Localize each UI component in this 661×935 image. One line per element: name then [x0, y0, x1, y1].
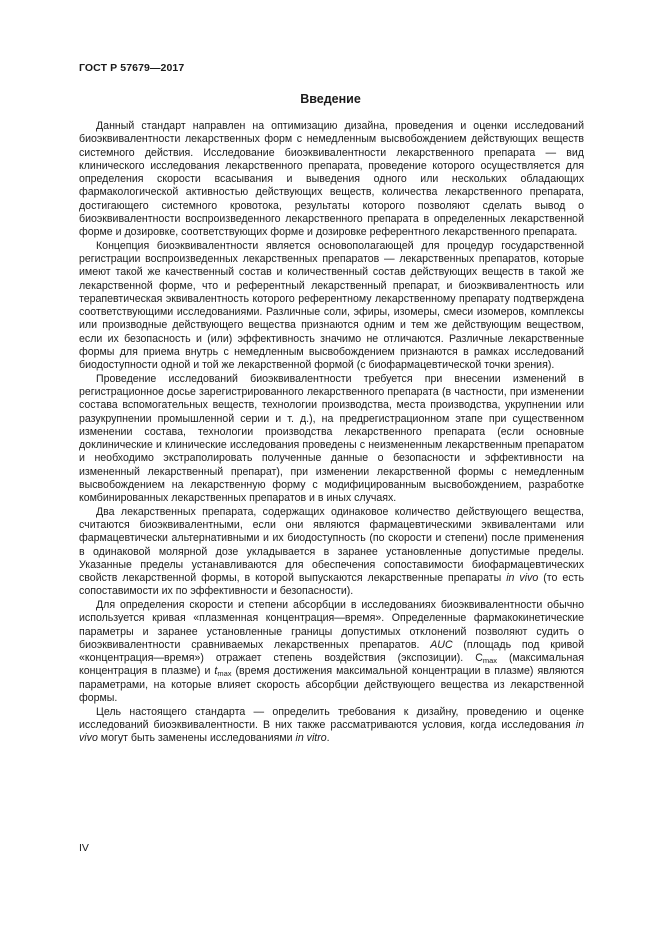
body-paragraph — [79, 506, 584, 599]
text-run: Для определения скорости и степени абсорбции в исследованиях биоэквивалентности обычно используется кривая «плазменная концентрация—время». Определенные фармакокинетические параметры и заранее установленные границы допустимых отклонений позволяют судить о биоэквивалентности сравниваемых лекарственных препаратов. — [79, 599, 584, 651]
text-run: (площадь под кривой «концентрация—время») отражает степень воздействия (экспозиции). C — [79, 638, 584, 664]
body-paragraph — [79, 240, 584, 373]
body-paragraph — [79, 599, 584, 705]
body-paragraph — [79, 706, 584, 746]
document-code-header: ГОСТ Р 57679—2017 — [79, 62, 185, 74]
text-run: (то есть сопоставимости их по эффективности и безопасности). — [79, 572, 584, 598]
text-run: Данный стандарт направлен на оптимизацию дизайна, проведения и оценки исследований биоэквивалентности лекарственных форм с немедленным высвобождением действующих веществ системного действия. Исследование биоэквивалентности лекарственного препарата — вид клинического исследования лекарственного препарата, проведение которого осуществляется для определения скорости всасывания и выведения одного или нескольких обладающих фармакологической активностью действующих веществ, количества лекарственного препарата, достигающего системного кровотока, результаты которого позволяют сделать вывод о биоэквивалентности воспроизведенного лекарственного препарата в определенных лекарственной форме и дозировке, соответствующих форме и дозировке референтного лекарственного препарата. — [79, 120, 584, 238]
text-run: Проведение исследований биоэквивалентности требуется при внесении изменений в регистрационное досье зарегистрированного лекарственного препарата (в частности, при изменении состава вспомогательных веществ, технологии производства, места производства, укрупнении или разукрупнении промышленной серии и т. д.), на предрегистрационном этапе при существенном изменении состава, технологии производства лекарственного препарата (если основные доклинические и клинические исследования проведены с неизмененным лекарственным препаратом и необходимо экстраполировать полученные данные о безопасности и эффективности на измененный лекарственный препарат), при изменении лекарственной формы с немедленным высвобождением на лекарственную форму с модифицированным высвобождением, разработке комбинированных лекарственных препаратов и в иных случаях. — [79, 372, 584, 504]
italic-text: in vivo — [79, 718, 584, 744]
text-run: Концепция биоэквивалентности является основополагающей для процедур государственной регистрации воспроизведенных лекарственных препаратов — лекарственных препаратов, которые имеют такой же качественный состав и количественный состав действующих веществ в такой же лекарственной форме, что и референтный лекарственный препарат, и биоэквивалентность или терапевтическая эквивалентность которого референтному лекарственному препарату подтверждена соответствующими исследованиями. Различные соли, эфиры, изомеры, смеси изомеров, комплексы или производные действующего вещества признаются одним и тем же действующим веществом, если их безопасность и (или) эффективность значимо не отличаются. Различные лекарственные формы для приема внутрь с немедленным высвобождением признаются в рамках исследований биодоступности одной и той же лекарственной формой (с биофармацевтической точки зрения). — [79, 239, 584, 371]
text-run: Два лекарственных препарата, содержащих одинаковое количество действующего вещества, считаются биоэквивалентными, если они являются фармацевтическими эквивалентами или фармацевтически альтернативными и их биодоступность (по скорости и степени) после применения в одинаковой молярной дозе укладывается в заранее установленные допустимые пределы. Указанные пределы устанавливаются для обеспечения сопоставимости биофармацевтических свойств лекарственной формы, в которой выпускаются лекарственные препараты — [79, 505, 584, 584]
body-paragraph — [79, 373, 584, 506]
text-run: могут быть заменены исследованиями — [97, 732, 296, 744]
section-body — [79, 120, 584, 745]
italic-text: t — [214, 665, 218, 678]
italic-text: in vivo — [506, 572, 539, 584]
body-paragraph — [79, 120, 584, 239]
text-run: (максимальная концентрация в плазме) и — [79, 652, 584, 678]
text-run: Цель настоящего стандарта — определить требования к дизайну, проведению и оценке исследований биоэквивалентности. В них также рассматриваются условия, когда исследования — [79, 705, 584, 731]
text-run: (время достижения максимальной концентрации в плазме) являются параметрами, на которые влияет скорость абсорбции действующего вещества из лекарственной формы. — [79, 665, 584, 704]
page-number: IV — [79, 842, 89, 854]
subscript-text: max — [482, 656, 498, 665]
italic-text: in vitro — [295, 732, 327, 744]
subscript-text: max — [217, 669, 232, 679]
text-run: . — [326, 732, 330, 744]
section-title: Введение — [300, 92, 361, 106]
italic-text: AUC — [430, 638, 453, 651]
